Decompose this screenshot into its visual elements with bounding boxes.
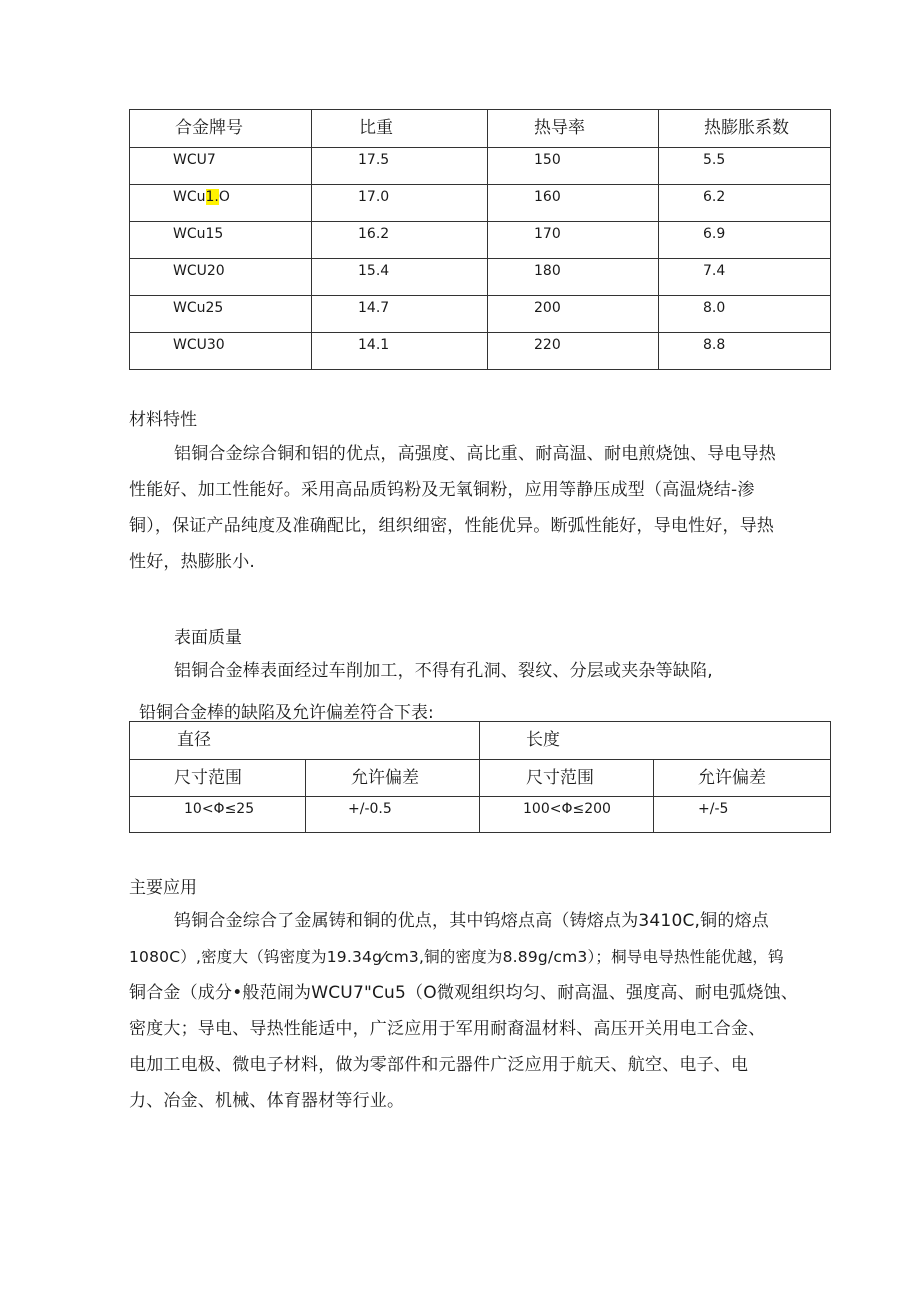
paragraph-line: 钨铜合金综合了金属铸和铜的优点，其中钨熔点高（铸熔点为3410C,铜的熔点 xyxy=(174,911,769,931)
table-row xyxy=(130,148,831,185)
table-group-header: 直径 xyxy=(130,722,480,760)
table-header-cell: 热膨胀系数 xyxy=(659,110,831,148)
table-cell: +/-5 xyxy=(654,797,831,833)
table-cell: WCu25 xyxy=(130,296,312,333)
table-header-row xyxy=(130,722,831,760)
table-cell: 8.8 xyxy=(659,333,831,370)
table-cell: 14.7 xyxy=(312,296,488,333)
table-header-cell: 尺寸范围 xyxy=(130,760,306,797)
table-cell: 17.5 xyxy=(312,148,488,185)
cell-text-prefix: WCu xyxy=(173,189,206,205)
paragraph-line: 电加工电极、微电子材料，做为零部件和元器件广泛应用于航天、航空、电子、电 xyxy=(129,1055,749,1075)
table-cell: WCU30 xyxy=(130,333,312,370)
table-cell: WCU20 xyxy=(130,259,312,296)
application-paragraph xyxy=(129,903,849,1119)
table-row xyxy=(130,259,831,296)
table-header-cell: 允许偏差 xyxy=(306,760,480,797)
paragraph-line: 铜），保证产品纯度及准确配比，组织细密，性能优异。断弧性能好，导电性好，导热 xyxy=(129,516,775,536)
material-paragraph xyxy=(129,436,849,580)
cell-text-suffix: O xyxy=(218,189,230,205)
table-row xyxy=(130,222,831,259)
table-cell: 15.4 xyxy=(312,259,488,296)
paragraph-line: 1080C）,密度大（钨密度为19.34g⁄cm3,铜的密度为8.89g/cm3）；桐导电导热性能优越，钨 xyxy=(129,948,784,966)
section-title-material: 材料特性 xyxy=(129,410,197,430)
table-cell: 180 xyxy=(488,259,659,296)
table-row xyxy=(130,185,831,222)
table-cell: 220 xyxy=(488,333,659,370)
table-row xyxy=(130,296,831,333)
table-cell: +/-0.5 xyxy=(306,797,480,833)
paragraph-line: 力、冶金、机械、体育器材等行业。 xyxy=(129,1091,405,1111)
table-header-cell: 合金牌号 xyxy=(130,110,312,148)
paragraph-line: 性能好、加工性能好。采用高品质钨粉及无氧铜粉，应用等静压成型（高温烧结-渗 xyxy=(129,480,755,500)
table-header-cell: 允许偏差 xyxy=(654,760,831,797)
table-header-cell: 热导率 xyxy=(488,110,659,148)
table-cell: 5.5 xyxy=(659,148,831,185)
table-cell: 7.4 xyxy=(659,259,831,296)
table-cell: 6.9 xyxy=(659,222,831,259)
table-row xyxy=(130,333,831,370)
paragraph-line: 性好，热膨胀小. xyxy=(129,552,256,572)
surface-table-caption: 铅铜合金棒的缺陷及允许偏差符合下表: xyxy=(139,703,434,723)
table-cell: 14.1 xyxy=(312,333,488,370)
tolerance-table xyxy=(129,721,831,833)
table-cell: WCu15 xyxy=(130,222,312,259)
table-cell xyxy=(130,185,312,222)
table-group-header: 长度 xyxy=(480,722,831,760)
alloy-properties-table xyxy=(129,109,831,370)
table-cell: 170 xyxy=(488,222,659,259)
table-cell: 150 xyxy=(488,148,659,185)
table-cell: 100<Φ≤200 xyxy=(480,797,654,833)
table-cell: 16.2 xyxy=(312,222,488,259)
table-header-row xyxy=(130,110,831,148)
section-title-application: 主要应用 xyxy=(129,878,197,898)
paragraph-line: 铜合金（成分•般范闹为WCU7"Cu5（O微观组织均匀、耐高温、强度高、耐电弧烧蚀、 xyxy=(129,983,799,1003)
table-cell: 8.0 xyxy=(659,296,831,333)
table-cell: 17.0 xyxy=(312,185,488,222)
table-row xyxy=(130,797,831,833)
table-subheader-row xyxy=(130,760,831,797)
table-cell: 160 xyxy=(488,185,659,222)
table-cell: 200 xyxy=(488,296,659,333)
surface-paragraph-line: 铝铜合金棒表面经过车削加工，不得有孔洞、裂纹、分层或夹杂等缺陷, xyxy=(174,661,713,681)
table-cell: 10<Φ≤25 xyxy=(130,797,306,833)
section-title-surface: 表面质量 xyxy=(174,628,242,648)
table-cell: 6.2 xyxy=(659,185,831,222)
table-cell: WCU7 xyxy=(130,148,312,185)
highlighted-text: 1. xyxy=(205,189,219,205)
paragraph-line: 密度大；导电、导热性能适中，广泛应用于军用耐裔温材料、高压开关用电工合金、 xyxy=(129,1019,766,1039)
table-header-cell: 尺寸范围 xyxy=(480,760,654,797)
paragraph-line: 铝铜合金综合铜和铝的优点，高强度、高比重、耐高温、耐电煎烧蚀、导电导热 xyxy=(174,444,776,464)
table-header-cell: 比重 xyxy=(312,110,488,148)
